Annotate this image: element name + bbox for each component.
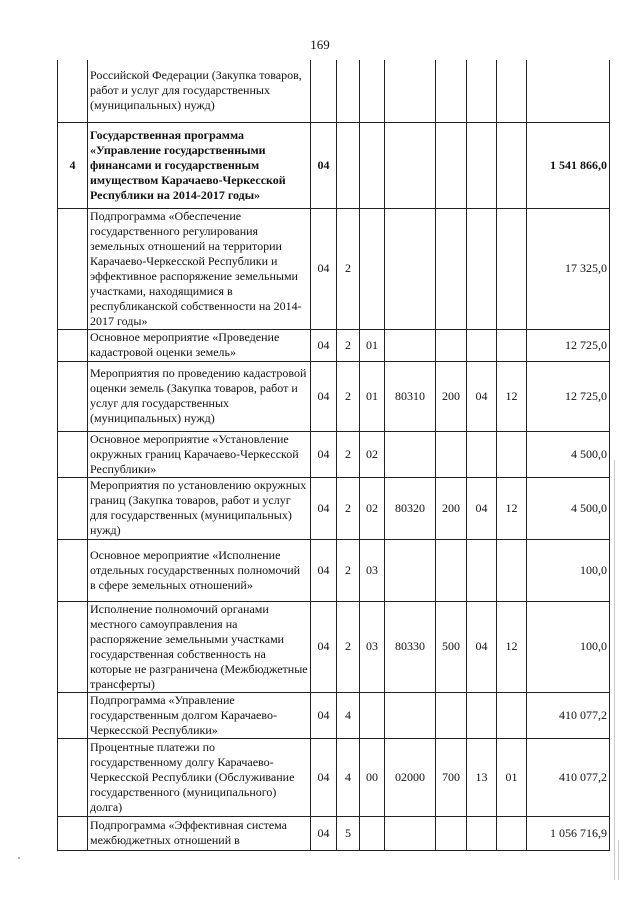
code-activity: 02 bbox=[360, 477, 385, 539]
code-subprogram bbox=[337, 60, 360, 122]
budget-table-container bbox=[57, 60, 609, 851]
row-description: Процентные платежи по государственному долгу Карачаево-Черкесской Республики (Обслуживание государственного (муниципального) долга) bbox=[88, 738, 311, 816]
row-number bbox=[58, 539, 88, 601]
table-body bbox=[58, 60, 610, 850]
row-description: Мероприятия по проведению кадастровой оценки земель (Закупка товаров, работ и услуг для государственных (муниципальных) нужд) bbox=[88, 361, 311, 431]
row-number bbox=[58, 60, 88, 122]
code-subsection: 01 bbox=[497, 738, 527, 816]
code-subsection bbox=[497, 208, 527, 329]
page-edge-line bbox=[614, 460, 615, 880]
code-activity bbox=[360, 816, 385, 850]
code-program bbox=[311, 60, 337, 122]
code-section: 04 bbox=[467, 477, 497, 539]
code-expense-type bbox=[436, 692, 467, 738]
code-expense-type bbox=[436, 431, 467, 477]
code-section bbox=[467, 816, 497, 850]
code-program: 04 bbox=[311, 692, 337, 738]
row-number bbox=[58, 738, 88, 816]
row-amount: 410 077,2 bbox=[527, 692, 610, 738]
code-expense-type bbox=[436, 816, 467, 850]
row-description: Основное мероприятие «Исполнение отдельных государственных полномочий в сфере земельных отношений» bbox=[88, 539, 311, 601]
code-program: 04 bbox=[311, 738, 337, 816]
code-subprogram: 2 bbox=[337, 477, 360, 539]
code-section: 13 bbox=[467, 738, 497, 816]
code-subsection: 12 bbox=[497, 477, 527, 539]
code-subprogram: 4 bbox=[337, 692, 360, 738]
code-subprogram: 2 bbox=[337, 431, 360, 477]
code-subsection bbox=[497, 431, 527, 477]
row-number bbox=[58, 431, 88, 477]
code-program: 04 bbox=[311, 122, 337, 208]
code-program: 04 bbox=[311, 816, 337, 850]
row-amount bbox=[527, 60, 610, 122]
row-number bbox=[58, 208, 88, 329]
table-row bbox=[58, 816, 610, 850]
table-row bbox=[58, 477, 610, 539]
code-section bbox=[467, 208, 497, 329]
code-subsection bbox=[497, 816, 527, 850]
row-amount: 4 500,0 bbox=[527, 477, 610, 539]
row-amount: 4 500,0 bbox=[527, 431, 610, 477]
code-subprogram: 5 bbox=[337, 816, 360, 850]
code-section bbox=[467, 329, 497, 361]
code-activity: 01 bbox=[360, 329, 385, 361]
code-section bbox=[467, 122, 497, 208]
code-subsection bbox=[497, 60, 527, 122]
code-expense-type: 700 bbox=[436, 738, 467, 816]
code-expense-type bbox=[436, 329, 467, 361]
code-activity bbox=[360, 208, 385, 329]
code-subprogram: 4 bbox=[337, 738, 360, 816]
page-number: 169 bbox=[310, 37, 330, 52]
code-expense-type bbox=[436, 539, 467, 601]
code-subsection: 12 bbox=[497, 601, 527, 692]
row-number bbox=[58, 477, 88, 539]
code-subsection bbox=[497, 122, 527, 208]
row-amount: 1 541 866,0 bbox=[527, 122, 610, 208]
scan-speck bbox=[18, 857, 20, 859]
table-row bbox=[58, 601, 610, 692]
code-section bbox=[467, 60, 497, 122]
page-edge-line bbox=[618, 840, 619, 880]
row-amount: 12 725,0 bbox=[527, 361, 610, 431]
code-activity: 03 bbox=[360, 539, 385, 601]
code-subsection bbox=[497, 539, 527, 601]
code-direction: 80330 bbox=[385, 601, 436, 692]
code-section bbox=[467, 431, 497, 477]
code-section bbox=[467, 539, 497, 601]
code-activity: 00 bbox=[360, 738, 385, 816]
code-section: 04 bbox=[467, 361, 497, 431]
row-number bbox=[58, 692, 88, 738]
row-description: Основное мероприятие «Проведение кадастровой оценки земель» bbox=[88, 329, 311, 361]
budget-table bbox=[57, 60, 610, 851]
code-subprogram: 2 bbox=[337, 539, 360, 601]
code-subprogram: 2 bbox=[337, 329, 360, 361]
row-description: Мероприятия по установлению окружных границ (Закупка товаров, работ и услуг для государственных (муниципальных) нужд) bbox=[88, 477, 311, 539]
row-number bbox=[58, 361, 88, 431]
code-direction bbox=[385, 692, 436, 738]
code-subprogram bbox=[337, 122, 360, 208]
table-row bbox=[58, 539, 610, 601]
code-activity: 02 bbox=[360, 431, 385, 477]
table-row bbox=[58, 738, 610, 816]
table-row bbox=[58, 122, 610, 208]
row-number: 4 bbox=[58, 122, 88, 208]
row-description: Российской Федерации (Закупка товаров, работ и услуг для государственных (муниципальных) нужд) bbox=[88, 60, 311, 122]
code-direction bbox=[385, 329, 436, 361]
code-activity: 01 bbox=[360, 361, 385, 431]
row-description: Государственная программа «Управление государственными финансами и государственным имуществом Карачаево-Черкесской Республики на 2014-2017 годы» bbox=[88, 122, 311, 208]
code-section bbox=[467, 692, 497, 738]
code-expense-type: 200 bbox=[436, 477, 467, 539]
code-program: 04 bbox=[311, 208, 337, 329]
code-direction bbox=[385, 60, 436, 122]
code-direction bbox=[385, 208, 436, 329]
code-direction: 80320 bbox=[385, 477, 436, 539]
row-description: Подпрограмма «Эффективная система межбюджетных отношений в bbox=[88, 816, 311, 850]
code-direction bbox=[385, 431, 436, 477]
code-subsection: 12 bbox=[497, 361, 527, 431]
code-expense-type: 500 bbox=[436, 601, 467, 692]
code-program: 04 bbox=[311, 477, 337, 539]
table-row bbox=[58, 329, 610, 361]
code-activity: 03 bbox=[360, 601, 385, 692]
row-amount: 410 077,2 bbox=[527, 738, 610, 816]
code-expense-type bbox=[436, 122, 467, 208]
code-subsection bbox=[497, 692, 527, 738]
row-description: Подпрограмма «Обеспечение государственного регулирования земельных отношений на территории Карачаево-Черкесской Республики и эффективное распоряжение земельными участками, находящимися в республиканской собственности на 2014-2017 годы» bbox=[88, 208, 311, 329]
table-row bbox=[58, 692, 610, 738]
row-number bbox=[58, 329, 88, 361]
code-direction: 02000 bbox=[385, 738, 436, 816]
code-program: 04 bbox=[311, 361, 337, 431]
row-amount: 17 325,0 bbox=[527, 208, 610, 329]
row-amount: 12 725,0 bbox=[527, 329, 610, 361]
row-description: Подпрограмма «Управление государственным долгом Карачаево-Черкесской Республики» bbox=[88, 692, 311, 738]
table-row bbox=[58, 208, 610, 329]
code-subprogram: 2 bbox=[337, 361, 360, 431]
row-amount: 1 056 716,9 bbox=[527, 816, 610, 850]
code-section: 04 bbox=[467, 601, 497, 692]
table-row bbox=[58, 431, 610, 477]
code-expense-type bbox=[436, 208, 467, 329]
code-subprogram: 2 bbox=[337, 601, 360, 692]
code-expense-type: 200 bbox=[436, 361, 467, 431]
code-direction bbox=[385, 816, 436, 850]
code-program: 04 bbox=[311, 329, 337, 361]
row-number bbox=[58, 601, 88, 692]
code-program: 04 bbox=[311, 601, 337, 692]
table-row bbox=[58, 60, 610, 122]
code-activity bbox=[360, 60, 385, 122]
code-subprogram: 2 bbox=[337, 208, 360, 329]
code-activity bbox=[360, 122, 385, 208]
code-direction: 80310 bbox=[385, 361, 436, 431]
code-program: 04 bbox=[311, 539, 337, 601]
row-description: Исполнение полномочий органами местного самоуправления на распоряжение земельными участками государственная собственность на которые не разграничена (Межбюджетные трансферты) bbox=[88, 601, 311, 692]
code-direction bbox=[385, 539, 436, 601]
row-number bbox=[58, 816, 88, 850]
code-direction bbox=[385, 122, 436, 208]
table-row bbox=[58, 361, 610, 431]
code-program: 04 bbox=[311, 431, 337, 477]
row-amount: 100,0 bbox=[527, 539, 610, 601]
row-amount: 100,0 bbox=[527, 601, 610, 692]
code-subsection bbox=[497, 329, 527, 361]
code-activity bbox=[360, 692, 385, 738]
code-expense-type bbox=[436, 60, 467, 122]
row-description: Основное мероприятие «Установление окружных границ Карачаево-Черкесской Республики» bbox=[88, 431, 311, 477]
